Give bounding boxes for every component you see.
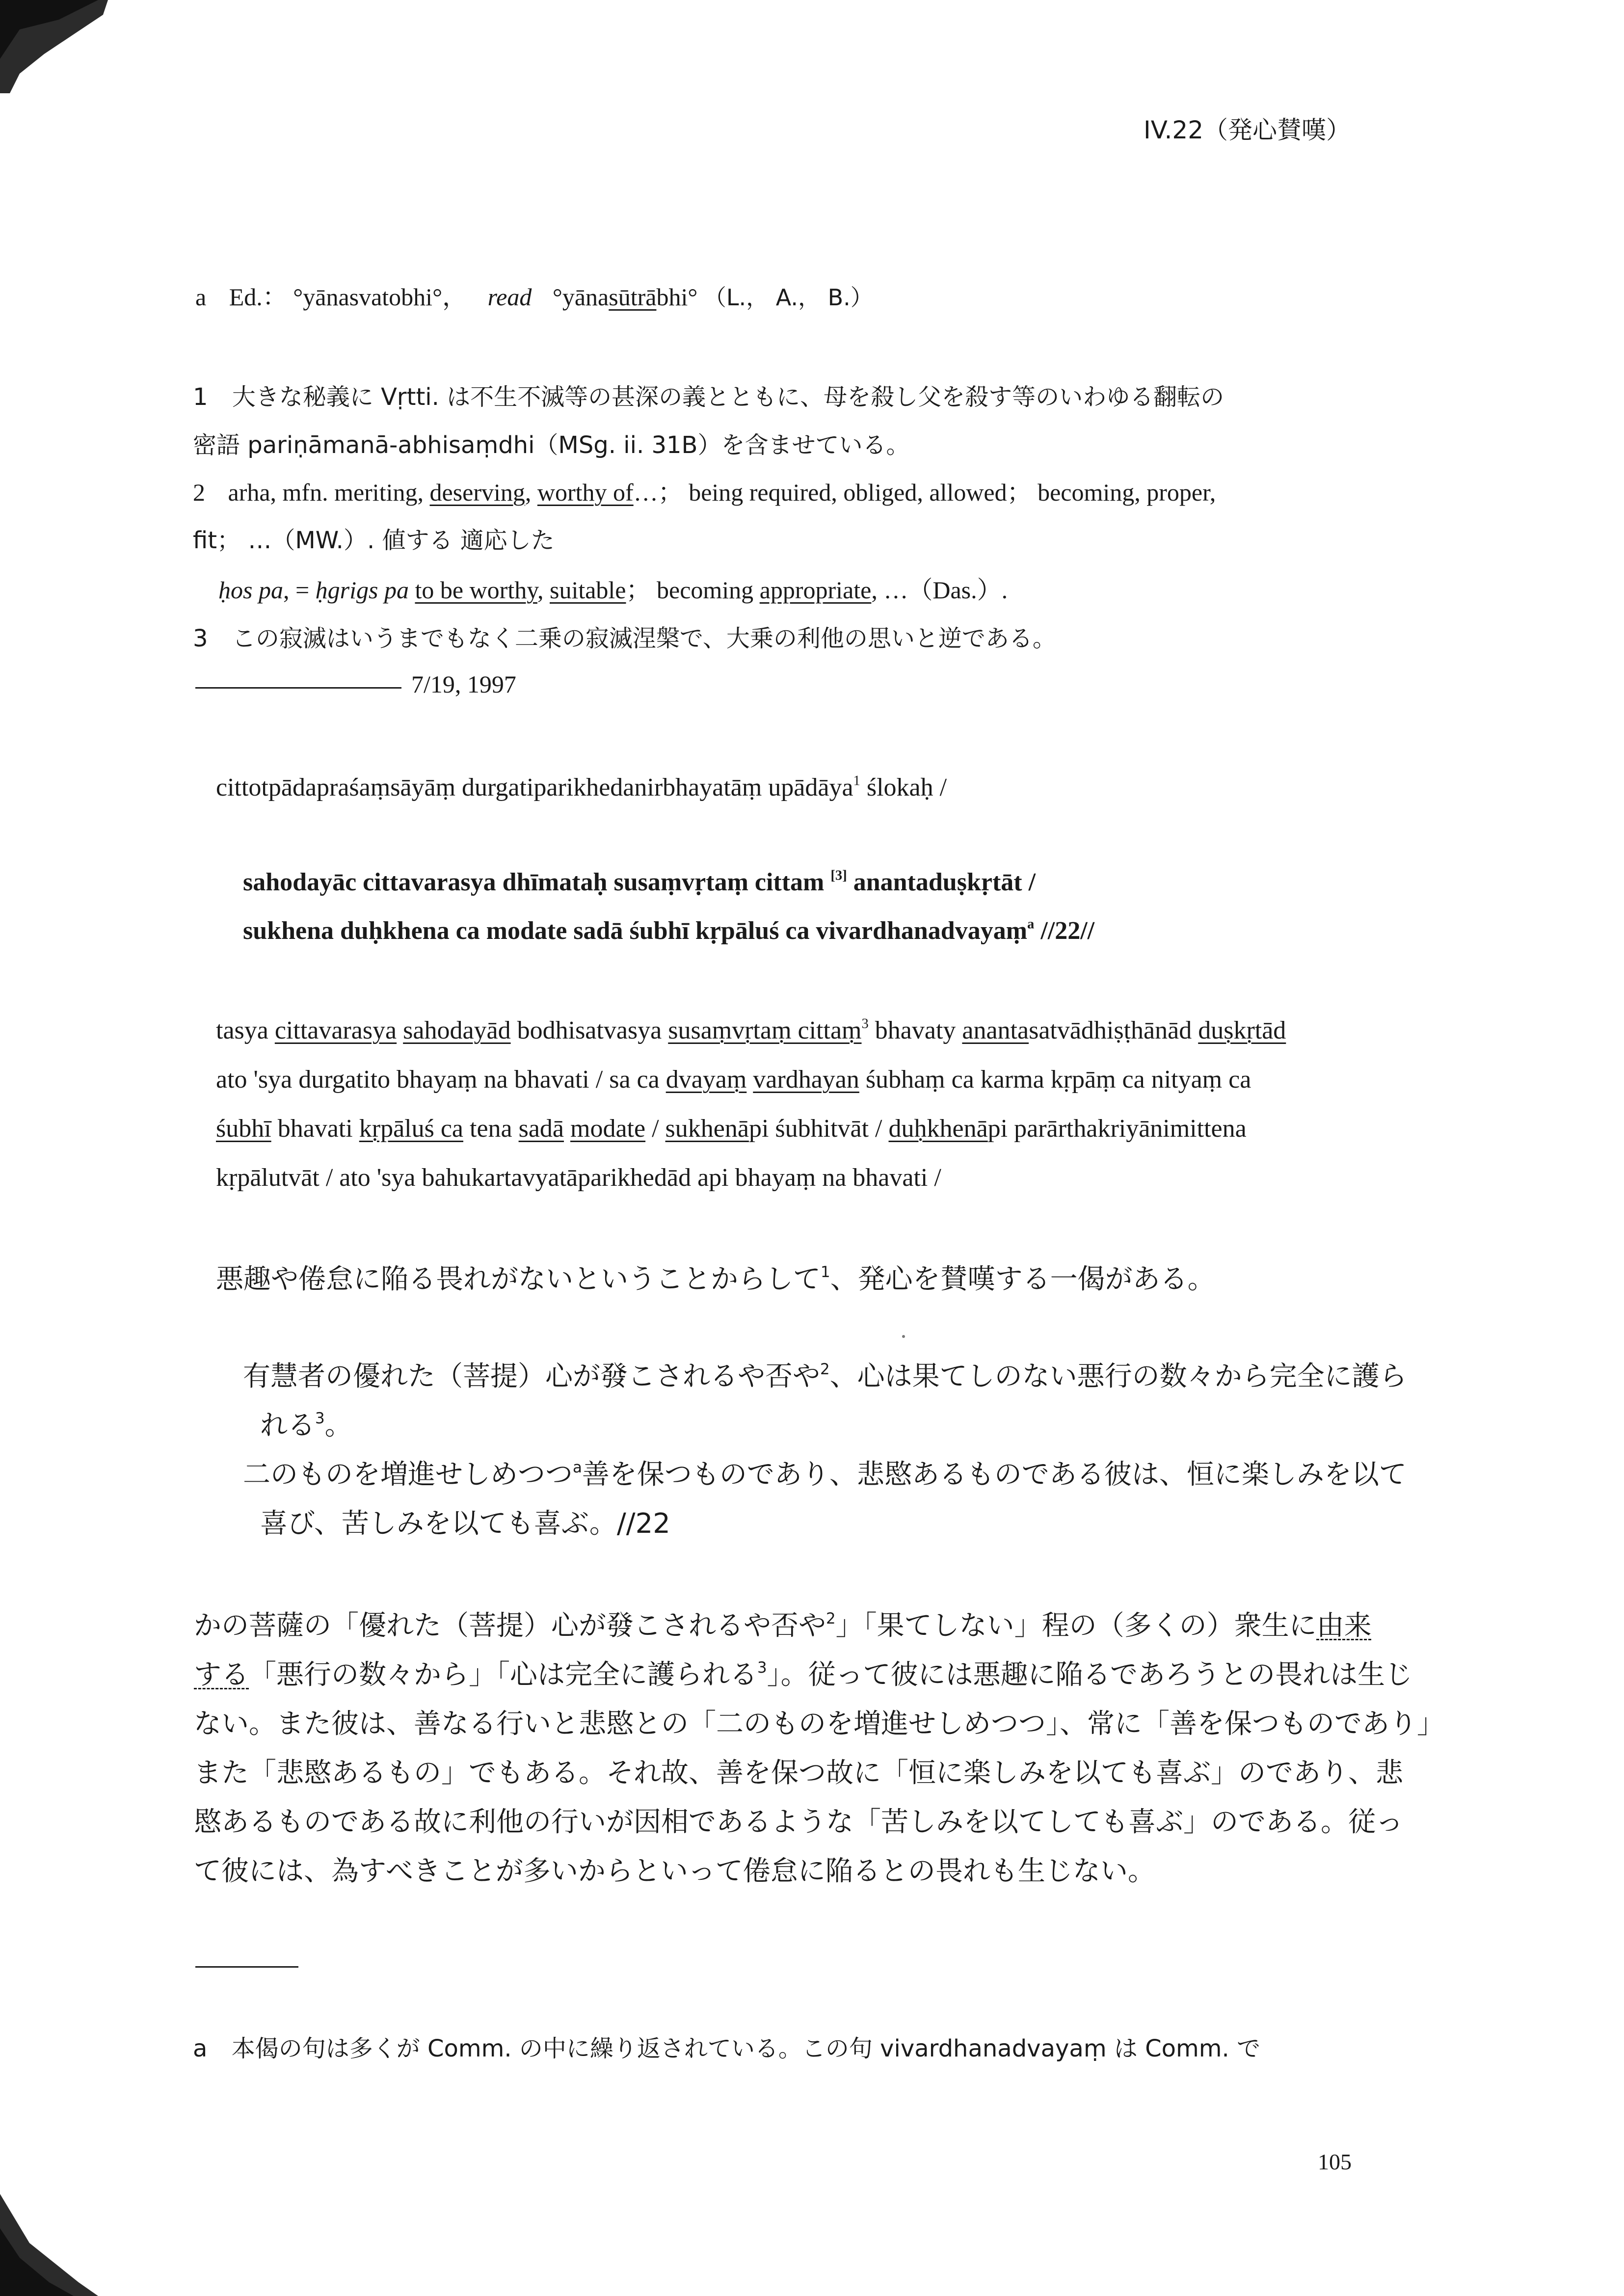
footnote-1: 1 大きな秘義に Vṛtti. は不生不滅等の甚深の義とともに、母を殺し父を殺す等のいわゆる翻転の (193, 383, 1225, 411)
running-header: IV.22（発心賛嘆） (1144, 116, 1351, 144)
footnote-1-cont: 密語 pariṇāmanā-abhisaṃdhi（MSg. ii. 31B）を含ませている。 (193, 431, 910, 459)
jp-commentary-line-2: する「悪行の数々から」「心は完全に護られる$^3$」。従って彼には悪趣に陥るであろうとの畏れは生じ (194, 1658, 1413, 1691)
scan-corner-artifact (0, 0, 108, 93)
jp-commentary-line-4: また「悲愍あるもの」でもある。それ故、善を保つ故に「恒に楽しみを以ても喜ぶ」のであり、悲 (194, 1757, 1403, 1789)
intro-line: cittotpādapraśaṃsāyāṃ durgatiparikhedanirbhayatāṃ upādāya$^1$ ślokaḥ / (216, 773, 947, 801)
scan-corner-artifact (0, 2189, 98, 2296)
top-footnote-a: a Ed.： °yānasvatobhi°， read °yānasūtrābhi° （L.， A.， B.） (195, 283, 873, 311)
date: 7/19, 1997 (411, 670, 516, 698)
footnote-3: 3 この寂滅はいうまでもなく二乗の寂滅涅槃で、大乗の利他の思いと逆である。 (193, 625, 1056, 652)
footnote-2-line3: ḥos pa, = ḥgrigs pa to be worthy, suitable； becoming appropriate, …（Das.）. (218, 576, 1008, 604)
jp-commentary-line-3: ない。また彼は、善なる行いと悲愍との「二のものを増進せしめつつ」、常に「善を保つものであり」 (194, 1708, 1444, 1740)
read-word: read (487, 283, 532, 311)
commentary-line-3: śubhī bhavati kṛpāluś ca tena sadā modate / sukhenāpi śubhitvāt / duḥkhenāpi parārthakriyānimittena (216, 1115, 1247, 1143)
jp-verse-line-2: れる$^3$。 (260, 1409, 352, 1442)
commentary-line-4: kṛpālutvāt / ato 'sya bahukartavyatāparikhedād api bhayaṃ na bhavati / (216, 1164, 941, 1192)
footnote-2: 2 arha, mfn. meriting, deserving, worthy of…； being required, obliged, allowed； becoming, proper, (193, 479, 1216, 506)
jp-commentary-line-6: て彼には、為すべきことが多いからといって倦怠に陥るとの畏れも生じない。 (194, 1855, 1155, 1887)
jp-verse-line-1: 有慧者の優れた（菩提）心が發こされるや否や$^2$、心は果てしのない悪行の数々から完全に護ら (243, 1360, 1407, 1392)
jp-intro: 悪趣や倦怠に陥る畏れがないということからして$^1$、発心を賛嘆する一偈がある。 (216, 1263, 1215, 1295)
jp-commentary-line-5: 愍あるものである故に利他の行いが因相であるような「苦しみを以てしても喜ぶ」のである。従っ (194, 1806, 1403, 1838)
footnote-2-line2: fit； …（MW.）. 値する 適応した (193, 527, 555, 554)
date-rule (195, 687, 401, 689)
page-number: 105 (1318, 2149, 1352, 2174)
jp-verse-line-4: 喜び、苦しみを以ても喜ぶ。//22 (260, 1508, 670, 1540)
note-marker: a (195, 283, 207, 311)
jp-commentary-line-1: かの菩薩の「優れた（菩提）心が發こされるや否や$^2$」「果てしない」程の（多くの）衆生に由来 (194, 1609, 1372, 1642)
verse-line-1: sahodayāc cittavarasya dhīmataḥ susaṃvṛtaṃ cittam [3] anantaduṣkṛtāt / (243, 868, 1036, 896)
speck (902, 1335, 905, 1338)
commentary-line-1: tasya cittavarasya sahodayād bodhisatvasya susaṃvṛtaṃ cittaṃ$^3$ bhavaty anantasatvādhiṣṭhānād duṣkṛtād (216, 1016, 1286, 1044)
bottom-footnote-a: a 本偈の句は多くが Comm. の中に繰り返されている。この句 vivardhanadvayaṃ は Comm. で (193, 2035, 1261, 2062)
jp-verse-line-3: 二のものを増進せしめつつ$^a$善を保つものであり、悲愍あるものである彼は、恒に楽しみを以て (243, 1458, 1407, 1491)
footnote-separator (195, 1966, 298, 1968)
commentary-line-2: ato 'sya durgatito bhayaṃ na bhavati / sa ca dvayaṃ vardhayan śubhaṃ ca karma kṛpāṃ ca nityaṃ ca (216, 1066, 1251, 1094)
verse-line-2: sukhena duḥkhena ca modate sadā śubhī kṛpāluś ca vivardhanadvayaṃ$^a$ //22// (243, 916, 1095, 945)
